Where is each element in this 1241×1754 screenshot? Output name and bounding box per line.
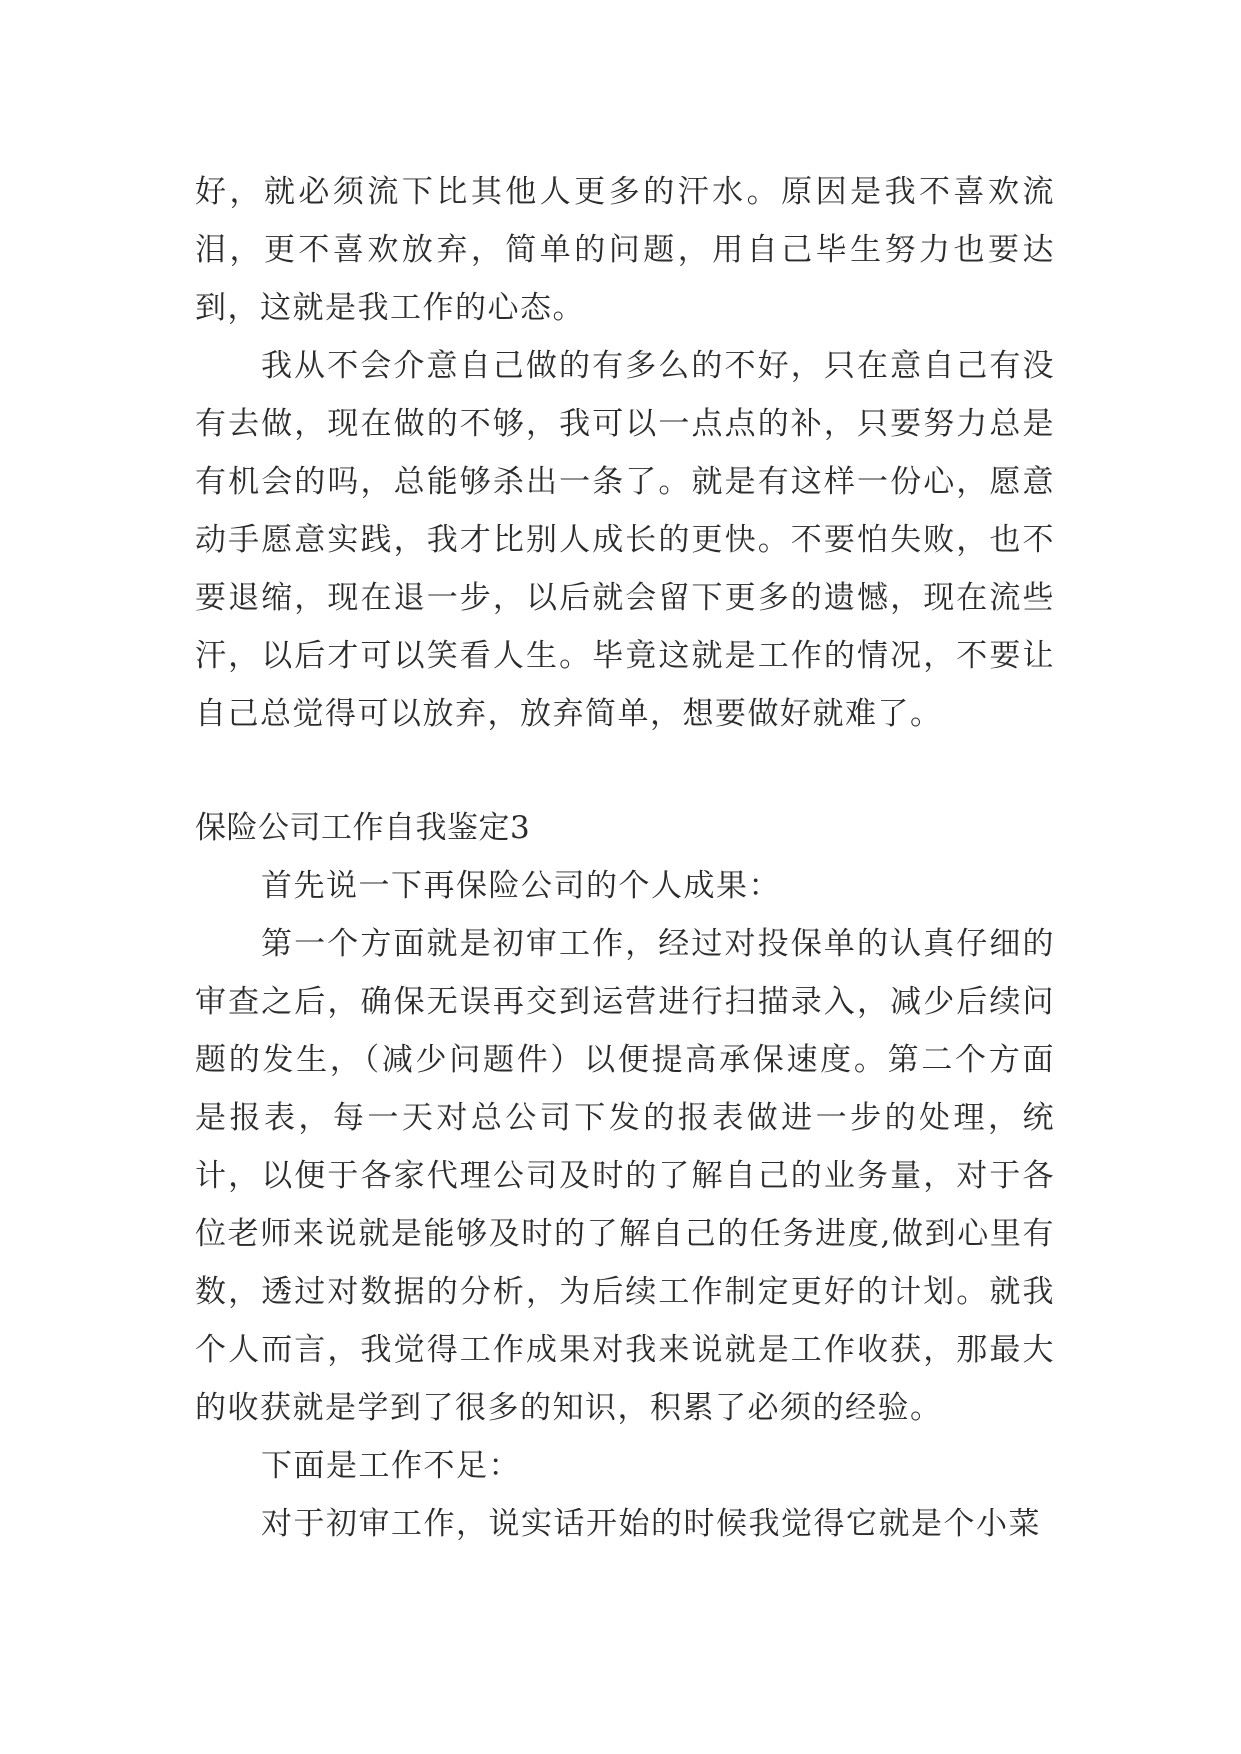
paragraph-results: 第一个方面就是初审工作，经过对投保单的认真仔细的审查之后，确保无误再交到运营进行扫描录入，减少后续问题的发生，（减少问题件）以便提高承保速度。第二个方面是报表，每一天对总公司下发的报表做进一步的处理，统计，以便于各家代理公司及时的了解自己的业务量，对于各位老师来说就是能够及时的了解自己的任务进度,做到心里有数，透过对数据的分析，为后续工作制定更好的计划。就我个人而言，我觉得工作成果对我来说就是工作收获，那最大的收获就是学到了很多的知识，积累了必须的经验。 bbox=[195, 926, 1055, 1426]
paragraph-results-intro: 首先说一下再保险公司的个人成果： bbox=[261, 868, 781, 904]
section-title: 保险公司工作自我鉴定3 bbox=[195, 810, 531, 846]
paragraph-shortfalls-intro: 下面是工作不足： bbox=[261, 1448, 521, 1484]
paragraph-work-attitude-ending: 好，就必须流下比其他人更多的汗水。原因是我不喜欢流泪，更不喜欢放弃，简单的问题，用自己毕生努力也要达到，这就是我工作的心态。 bbox=[195, 174, 1055, 326]
paragraph-shortfalls-start: 对于初审工作，说实话开始的时候我觉得它就是个小菜 bbox=[261, 1506, 1041, 1542]
paragraph-effort-attitude: 我从不会介意自己做的有多么的不好，只在意自己有没有去做，现在做的不够，我可以一点点的补，只要努力总是有机会的吗，总能够杀出一条了。就是有这样一份心，愿意动手愿意实践，我才比别人成长的更快。不要怕失败，也不要退缩，现在退一步，以后就会留下更多的遗憾，现在流些汗，以后才可以笑看人生。毕竟这就是工作的情况，不要让自己总觉得可以放弃，放弃简单，想要做好就难了。 bbox=[195, 348, 1055, 732]
